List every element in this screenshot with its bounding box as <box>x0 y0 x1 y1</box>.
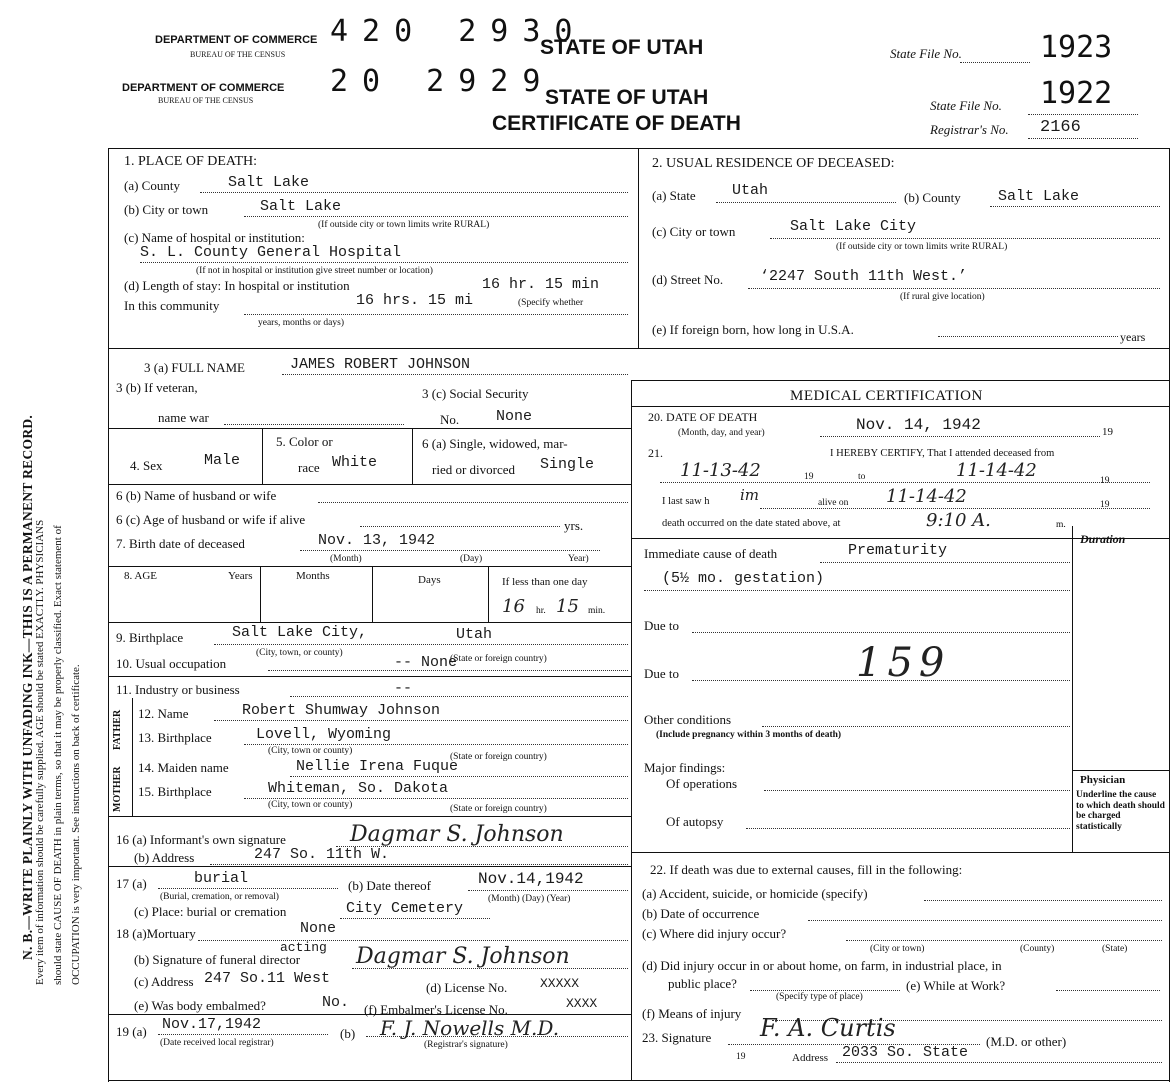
alive-on-date: 11-14-42 <box>886 486 967 507</box>
s1-years-note: years, months or days) <box>258 318 345 328</box>
death-date-value: Nov. 14, 1942 <box>856 416 981 434</box>
ssn-label: 3 (c) Social Security <box>422 386 529 401</box>
physician-note-title: Physician <box>1080 774 1126 786</box>
informant-sig-label: 16 (a) Informant's own signature <box>116 832 286 847</box>
death-occurred-label: death occurred on the date stated above, at <box>662 518 841 529</box>
header-file-label: State File No. <box>930 98 1002 113</box>
external-county: (County) <box>1020 944 1055 954</box>
age-min: min. <box>588 606 606 616</box>
mortuary-address-label: (c) Address <box>134 974 194 989</box>
back-file-label: State File No. <box>890 46 962 61</box>
birthplace-label: 9. Birthplace <box>116 630 184 645</box>
duration-header: Duration <box>1080 532 1126 546</box>
s2-foreign-label: (e) If foreign born, how long in U.S.A. <box>652 322 854 337</box>
physician-signature: F. A. Curtis <box>760 1014 896 1042</box>
s2-city-value: Salt Lake City <box>790 218 917 235</box>
mortuary-value: None <box>300 920 337 937</box>
informant-address: 247 So. 11th W. <box>254 846 390 863</box>
occupation-label: 10. Usual occupation <box>116 656 227 671</box>
mother-birthplace-label: 15. Birthplace <box>138 784 212 799</box>
external-e: (e) While at Work? <box>906 978 1006 993</box>
s1-hospital-note: (If not in hospital or institution give street number or location) <box>196 266 433 276</box>
back-stamp-number: 420 2930 <box>330 14 587 49</box>
ssn-no-label: No. <box>440 412 460 427</box>
back-bureau: BUREAU OF THE CENSUS <box>190 50 286 59</box>
back-file-number: 1923 <box>1040 30 1113 65</box>
marital-value: Single <box>540 456 595 473</box>
marital-label-2: ried or divorced <box>432 462 516 477</box>
s1-hospital-label: (c) Name of hospital or institution: <box>124 230 305 245</box>
age-days: Days <box>418 574 441 586</box>
birth-month: (Month) <box>330 554 362 564</box>
mother-name-value: Nellie Irena Fuque <box>296 758 459 775</box>
birthplace-city: Salt Lake City, <box>232 624 368 641</box>
medical-title: MEDICAL CERTIFICATION <box>790 388 983 404</box>
header-state: STATE OF UTAH <box>545 86 709 109</box>
other-conditions-note: (Include pregnancy within 3 months of death) <box>656 730 842 740</box>
header-registrar-number: 2166 <box>1040 118 1081 137</box>
external-city: (City or town) <box>870 944 925 954</box>
s1-city-value: Salt Lake <box>260 198 342 215</box>
immediate-cause-detail: (5½ mo. gestation) <box>662 570 825 587</box>
industry-value: -- <box>394 680 413 697</box>
received-note: (Date received local registrar) <box>160 1038 274 1048</box>
due-to-1: Due to <box>644 618 680 633</box>
embalmed-label: (e) Was body embalmed? <box>134 998 266 1013</box>
industry-label: 11. Industry or business <box>116 682 240 697</box>
license-value: XXXXX <box>540 976 580 991</box>
burial-mdy: (Month) (Day) (Year) <box>488 894 571 904</box>
registrar-19b: (b) <box>340 1026 356 1041</box>
attended-from: 11-13-42 <box>680 460 761 481</box>
race-value: White <box>332 454 378 471</box>
burial-value: burial <box>194 870 249 887</box>
signature-address: 2033 So. State <box>842 1044 969 1061</box>
mother-name-label: 14. Maiden name <box>138 760 229 775</box>
s1-title: 1. PLACE OF DEATH: <box>124 154 258 169</box>
due-to-2: Due to <box>644 666 680 681</box>
father-name-value: Robert Shumway Johnson <box>242 702 441 719</box>
burial-place-value: City Cemetery <box>346 900 464 917</box>
of-operations: Of operations <box>666 776 738 791</box>
marital-label: 6 (a) Single, widowed, mar- <box>422 436 568 451</box>
age-less-day: If less than one day <box>502 576 588 588</box>
age-min-value: 15 <box>556 596 579 617</box>
s2-county-label: (b) County <box>904 190 961 205</box>
birthplace-state-note: (State or foreign country) <box>450 654 547 664</box>
alive-on-label: alive on <box>818 498 849 508</box>
attended-to-label: to <box>858 472 866 482</box>
race-label: race <box>298 460 320 475</box>
received-date: Nov.17,1942 <box>162 1016 262 1033</box>
s1-city-label: (b) City or town <box>124 202 209 217</box>
s1-hospital-value: S. L. County General Hospital <box>140 244 402 261</box>
external-f: (f) Means of injury <box>642 1006 742 1021</box>
certify-statement: I HEREBY CERTIFY, That I attended deceased from <box>830 448 1055 459</box>
registrar-signature: F. J. Nowells M.D. <box>380 1016 560 1040</box>
s2-state-label: (a) State <box>652 188 696 203</box>
death-date-note: (Month, day, and year) <box>678 428 765 438</box>
registrar-19a: 19 (a) <box>116 1024 147 1039</box>
header-file-number: 1922 <box>1040 76 1113 111</box>
informant-address-label: (b) Address <box>134 850 195 865</box>
birthplace-city-note: (City, town, or county) <box>256 648 343 658</box>
external-d: (d) Did injury occur in or about home, on farm, in industrial place, in <box>642 958 1002 973</box>
ssn-value: None <box>496 408 533 425</box>
sidebar-line-3: should state CAUSE OF DEATH in plain terms, so that it may be properly classified. Exact statement of <box>52 525 64 985</box>
md-or-other: (M.D. or other) <box>986 1034 1067 1049</box>
header-stamp-number: 20 2929 <box>330 64 555 99</box>
s1-county-value: Salt Lake <box>228 174 310 191</box>
signature-address-label: Address <box>792 1052 829 1064</box>
alive-19: 19 <box>1100 500 1110 510</box>
embalmer-license-value: XXXX <box>566 996 598 1011</box>
attended-to-19: 19 <box>1100 476 1110 486</box>
burial-date-value: Nov.14,1942 <box>478 870 584 888</box>
license-label: (d) License No. <box>426 980 508 995</box>
mother-city-note: (City, town or county) <box>268 800 353 810</box>
attended-to: 11-14-42 <box>956 460 1037 481</box>
external-c: (c) Where did injury occur? <box>642 926 787 941</box>
birth-date-label: 7. Birth date of deceased <box>116 536 245 551</box>
header-dept: DEPARTMENT OF COMMERCE <box>122 82 285 94</box>
external-specify: (Specify type of place) <box>776 992 863 1002</box>
other-conditions-label: Other conditions <box>644 712 732 727</box>
burial-place-label: (c) Place: burial or cremation <box>134 904 287 919</box>
age-years: Years <box>228 570 253 582</box>
major-findings-label: Major findings: <box>644 760 726 775</box>
s1-stay-value: 16 hr. 15 min <box>482 276 600 293</box>
death-time: 9:10 A. <box>926 510 991 531</box>
burial-17-label: 17 (a) <box>116 876 147 891</box>
embalmed-value: No. <box>322 994 350 1011</box>
mother-birthplace-value: Whiteman, So. Dakota <box>268 780 449 797</box>
back-state-title: STATE OF UTAH <box>540 36 704 59</box>
father-birthplace-label: 13. Birthplace <box>138 730 212 745</box>
external-b: (b) Date of occurrence <box>642 906 760 921</box>
header-registrar-label: Registrar's No. <box>930 122 1009 137</box>
yrs-label: yrs. <box>564 518 584 533</box>
death-date-label: 20. DATE OF DEATH <box>648 410 758 424</box>
last-saw-him: im <box>740 486 760 504</box>
spouse-name-label: 6 (b) Name of husband or wife <box>116 488 277 503</box>
father-city-note: (City, town or county) <box>268 746 353 756</box>
name-label: 3 (a) FULL NAME <box>144 360 245 375</box>
sex-label: 4. Sex <box>130 458 163 473</box>
cert-21: 21. <box>648 446 663 460</box>
last-saw-label: I last saw h <box>662 496 710 507</box>
father-birthplace-value: Lovell, Wyoming <box>256 726 392 743</box>
father-vertical-label: FATHER <box>112 709 123 750</box>
s1-community-label: In this community <box>124 298 220 313</box>
immediate-cause-label: Immediate cause of death <box>644 546 778 561</box>
birth-date-value: Nov. 13, 1942 <box>318 532 436 549</box>
s1-city-note: (If outside city or town limits write RURAL) <box>318 220 490 230</box>
birth-year: Year) <box>568 554 589 564</box>
mortuary-address: 247 So.11 West <box>204 970 331 987</box>
of-autopsy: Of autopsy <box>666 814 724 829</box>
age-hr-value: 16 <box>502 596 525 617</box>
director-signature: Dagmar S. Johnson <box>356 944 570 969</box>
spouse-age-label: 6 (c) Age of husband or wife if alive <box>116 512 306 527</box>
header-title: CERTIFICATE OF DEATH <box>492 112 741 135</box>
death-time-m: m. <box>1056 520 1066 530</box>
immediate-cause-value: Prematurity <box>848 542 948 559</box>
informant-signature: Dagmar S. Johnson <box>350 822 564 847</box>
signature-23-label: 23. Signature <box>642 1030 712 1045</box>
physician-note: Underline the cause to which death should be charged statistically <box>1076 790 1165 832</box>
father-state-note: (State or foreign country) <box>450 752 547 762</box>
age-months: Months <box>296 570 330 582</box>
sidebar-line-4: OCCUPATION is very important. See instructions on back of certificate. <box>70 664 82 985</box>
age-label: 8. AGE <box>124 570 157 582</box>
sidebar-line-2: Every item of information should be carefully supplied. AGE should be stated EXACTLY. PHYSICIANS <box>34 519 46 985</box>
signature-19: 19 <box>736 1052 746 1062</box>
burial-note: (Burial, cremation, or removal) <box>160 892 279 902</box>
embalmer-license-label: (f) Embalmer's License No. <box>364 1002 508 1017</box>
s2-street-value: ‘2247 South 11th West.’ <box>760 268 968 285</box>
death-date-19: 19 <box>1102 426 1113 438</box>
cause-code: 159 <box>856 640 951 686</box>
s2-city-note: (If outside city or town limits write RURAL) <box>836 242 1008 252</box>
sex-value: Male <box>204 452 241 469</box>
s2-state-value: Utah <box>732 182 769 199</box>
mother-vertical-label: MOTHER <box>112 766 123 812</box>
s2-county-value: Salt Lake <box>998 188 1080 205</box>
mortuary-label: 18 (a)Mortuary <box>116 926 196 941</box>
s2-street-label: (d) Street No. <box>652 272 724 287</box>
veteran-label: 3 (b) If veteran, <box>116 380 198 395</box>
s1-specify: (Specify whether <box>518 298 584 308</box>
acting-note: acting <box>280 940 327 955</box>
s2-street-note: (If rural give location) <box>900 292 985 302</box>
father-name-label: 12. Name <box>138 706 189 721</box>
director-sig-label: (b) Signature of funeral director <box>134 952 301 967</box>
registrar-note: (Registrar's signature) <box>424 1040 508 1050</box>
s1-community-value: 16 hrs. 15 mi <box>356 292 474 309</box>
s1-county-label: (a) County <box>124 178 180 193</box>
s2-years: years <box>1120 330 1146 344</box>
s2-city-label: (c) City or town <box>652 224 736 239</box>
name-value: JAMES ROBERT JOHNSON <box>290 356 471 373</box>
name-war-label: name war <box>158 410 209 425</box>
back-dept: DEPARTMENT OF COMMERCE <box>155 34 318 46</box>
birth-day: (Day) <box>460 554 483 564</box>
external-title: 22. If death was due to external causes, fill in the following: <box>650 862 963 877</box>
external-d2: public place? <box>668 976 737 991</box>
sidebar-line-1: N. B.—WRITE PLAINLY WITH UNFADING INK—THIS IS A PERMANENT RECORD. <box>20 414 35 960</box>
external-state: (State) <box>1102 944 1128 954</box>
birthplace-state: Utah <box>456 626 493 643</box>
color-label: 5. Color or <box>276 434 333 449</box>
occupation-value: -- None <box>394 654 458 671</box>
age-hr: hr. <box>536 606 546 616</box>
external-a: (a) Accident, suicide, or homicide (specify) <box>642 886 868 901</box>
s2-title: 2. USUAL RESIDENCE OF DECEASED: <box>652 156 895 171</box>
burial-date-label: (b) Date thereof <box>348 878 432 893</box>
header-bureau: BUREAU OF THE CENSUS <box>158 96 254 105</box>
mother-state-note: (State or foreign country) <box>450 804 547 814</box>
attended-19: 19 <box>804 472 814 482</box>
s1-stay-label: (d) Length of stay: In hospital or institution <box>124 278 350 293</box>
